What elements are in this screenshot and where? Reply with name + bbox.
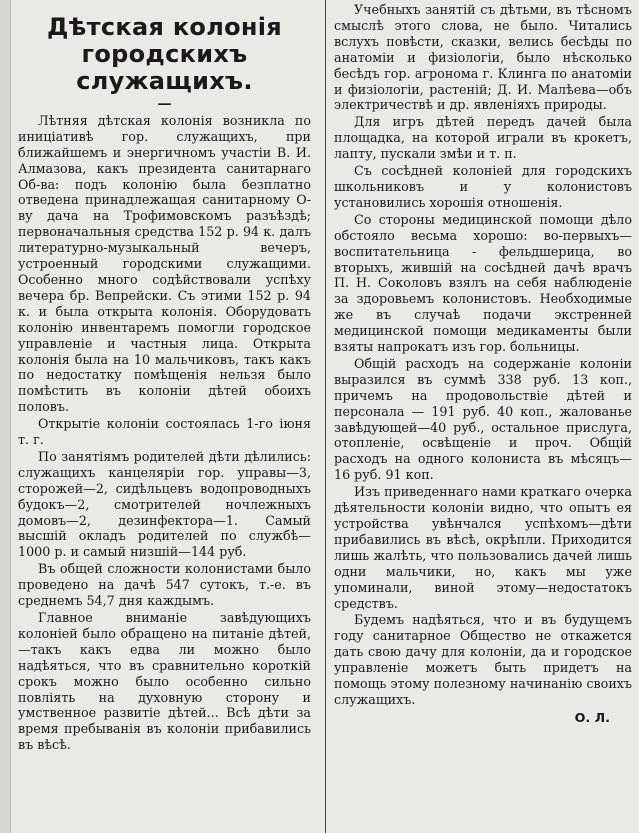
page-edge xyxy=(0,0,11,833)
article-column-left xyxy=(18,4,311,753)
paragraph: Изъ приведеннаго нами краткаго очерка дѣятельности колоніи видно, что опытъ ея устройства увѣнчался успѣхомъ—дѣти прибавились въ вѣсѣ, окрѣпли. Приходится лишь жалѣть, что пользовались дачей лишь одни мальчики, но, какъ мы уже упоминали, виной этому—недостатокъ средствъ. xyxy=(334,484,632,611)
paragraph: Главное вниманіе завѣдующихъ колоніей было обращено на питаніе дѣтей,—такъ какъ едва ли можно было надѣяться, что въ сравнительно короткій срокъ можно было особенно сильно повліять на духовную сторону и умственное развитіе дѣтей... Всѣ дѣти за время пребыванія въ колоніи прибавились въ вѣсѣ. xyxy=(18,610,311,753)
paragraph: Въ общей сложности колонистами было проведено на дачѣ 547 сутокъ, т.-е. въ среднемъ 54,7 дня каждымъ. xyxy=(18,561,311,609)
paragraph: Учебныхъ занятій съ дѣтьми, въ тѣсномъ смыслѣ этого слова, не было. Читались вслухъ повѣсти, сказки, велись бесѣды по анатоміи и физіологіи, было нѣсколько бесѣдъ гор. агронома г. Клинга по анатоміи и физіологіи, растеній; Д. И. Малѣева—объ электричествѣ и др. явленіяхъ природы. xyxy=(334,2,632,113)
paragraph: Будемъ надѣяться, что и въ будущемъ году санитарное Общество не откажется дать свою дачу для колоніи, да и городское управленіе можетъ быть придетъ на помощь этому полезному начинанію своихъ служащихъ. xyxy=(334,612,632,707)
paragraph: Общій расходъ на содержаніе колоніи выразился въ суммѣ 338 руб. 13 коп., причемъ на продовольствіе дѣтей и персонала — 191 руб. 40 коп., жалованье завѣдующей—40 руб., остальное прислуга, отопленіе, освѣщеніе и проч. Общій расходъ на одного колониста въ мѣсяцъ—16 руб. 91 коп. xyxy=(334,355,632,483)
paragraph: По занятіямъ родителей дѣти дѣлились: служащихъ канцеляріи гор. управы—3, сторожей—2, сидѣльцевъ водопроводныхъ будокъ—2, смотрителей ночлежныхъ домовъ—2, дезинфектора—1. Самый высшій окладъ родителей по службѣ—1000 р. и самый низшій—144 руб. xyxy=(18,448,311,560)
article-title: Дѣтская колонія городскихъ служащихъ. xyxy=(47,13,282,95)
author-signature: О. Л. xyxy=(574,709,610,725)
title-separator: — xyxy=(157,96,172,112)
paragraph: Со стороны медицинской помощи дѣло обстояло весьма хорошо: во-первыхъ—воспитательница - фельдшерица, во вторыхъ, жившій на сосѣдней дачѣ врачъ П. Н. Соколовъ взялъ на себя наблюденіе за здоровьемъ колонистовъ. Необходимые же въ случаѣ подачи экстренней медицинской помощи медикаменты были взяты напрокатъ изъ гор. больницы. xyxy=(334,211,632,355)
paragraph: Открытіе колоніи состоялась 1-го іюня т. г. xyxy=(18,416,311,448)
article-column-right xyxy=(334,2,632,726)
paragraph: Лѣтняя дѣтская колонія возникла по иниціативѣ гор. служащихъ, при ближайшемъ и энергичномъ участіи В. И. Алмазова, какъ президента санитарнаго Об-ва: подъ колонію была безплатно отведена принадлежащая санитарному О-ву дача на Трофимовскомъ разъѣздѣ; первоначальныя средства 152 р. 94 к. далъ литературно-музыкальный вечеръ, устроенный городскими служащими. Особенно много содѣйствовали успѣху вечера бр. Вепрейски. Съ этими 152 р. 94 к. и была открыта колонія. Оборудовать колонію инвентаремъ помогли городское управленіе и частныя лица. Открыта колонія была на 10 мальчиковъ, такъ какъ по недостатку помѣщенія нельзя было помѣстить въ колоніи дѣтей обоихъ половъ. xyxy=(18,112,311,415)
paragraph: Для игръ дѣтей передъ дачей была площадка, на которой играли въ крокетъ, лапту, пускали змѣи и т. п. xyxy=(334,114,632,162)
column-divider xyxy=(325,0,326,833)
paragraph: Съ сосѣдней колоніей для городскихъ школьниковъ и у колонистовъ установились хорошія отношенія. xyxy=(334,163,632,210)
